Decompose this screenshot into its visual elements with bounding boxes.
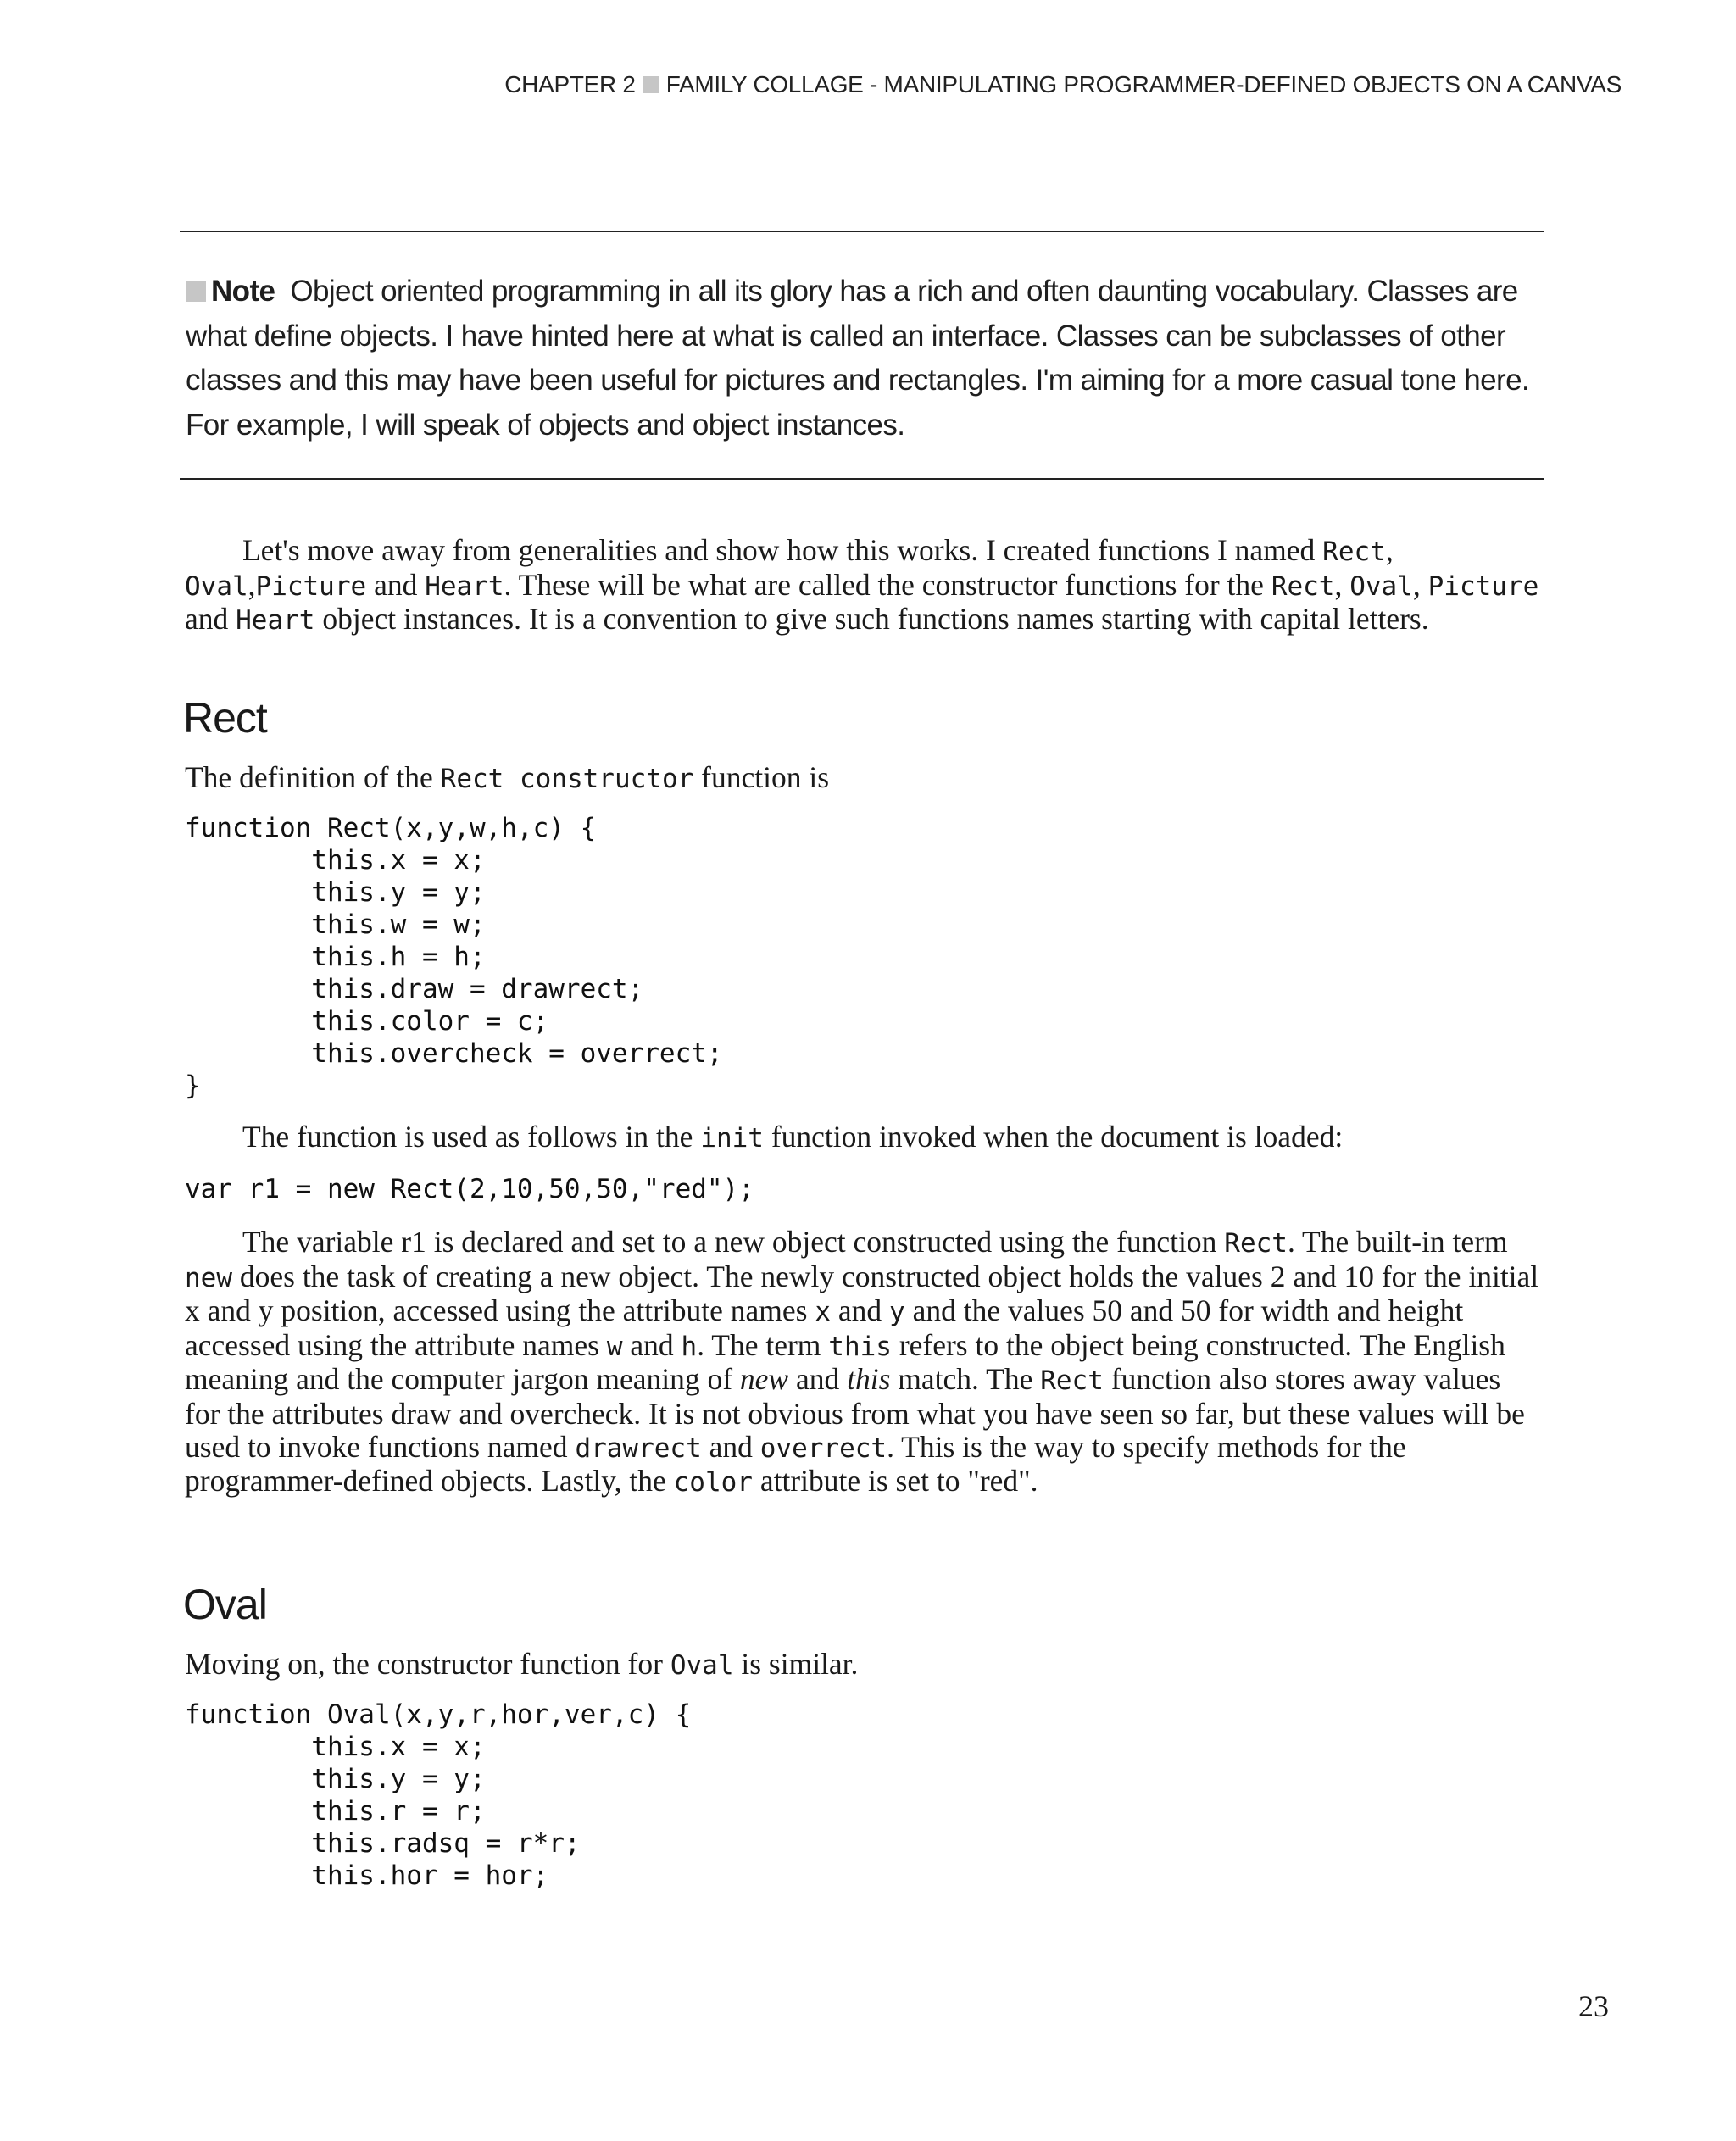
text-run: , — [1385, 533, 1394, 567]
note-box — [180, 231, 1544, 480]
text-run: , — [1334, 567, 1350, 602]
inline-code: x — [815, 1297, 832, 1328]
text-run: Let's move away from generalities and show how this works. I created functions I named — [242, 533, 1323, 567]
header-chapter: CHAPTER 2 — [504, 71, 636, 97]
text-run: , — [248, 567, 256, 602]
text-run: . This is the way to specify methods for the programmer-defined objects. Lastly, the — [185, 1429, 1406, 1499]
text-run: and — [701, 1429, 760, 1464]
page-number: 23 — [1578, 1989, 1609, 2023]
text-run: match. The — [890, 1362, 1041, 1397]
rect-definition-text — [185, 761, 1541, 796]
inline-code: Rect — [1040, 1365, 1104, 1397]
inline-code: Oval — [1349, 570, 1413, 602]
rect-usage-text — [185, 1121, 1541, 1155]
text-run: is similar. — [733, 1647, 859, 1681]
text-run: function is — [693, 760, 830, 794]
text-run: , — [1412, 567, 1428, 602]
italic-term: new — [739, 1362, 789, 1397]
text-run: attribute is set to "red". — [752, 1464, 1038, 1499]
section-heading-rect: Rect — [183, 694, 267, 742]
note-body: Object oriented programming in all its glory has a rich and often daunting vocabulary. Classes are what define objects. I have hinted here at what is called an interface. Classes can be subclasses of other classes and this may have been useful for pictures and rectangles. I'm aiming for a more casual tone here. For example, I will speak of objects and object instances. — [186, 275, 1530, 442]
text-run: . The built-in term — [1287, 1225, 1508, 1259]
text-run: refers to the object being constructed. The English meaning and the computer jargon meaning of — [185, 1327, 1505, 1397]
intro-paragraph — [185, 534, 1541, 637]
note-text — [186, 270, 1542, 448]
rect-explanation — [185, 1226, 1541, 1499]
inline-code: new — [185, 1262, 232, 1293]
text-run: Moving on, the constructor function for — [185, 1647, 670, 1681]
section-heading-oval: Oval — [183, 1581, 267, 1628]
text-run: and — [185, 602, 236, 637]
inline-code: Picture — [1427, 570, 1539, 602]
note-square-icon — [186, 281, 206, 302]
rect-usage-code: var r1 = new Rect(2,10,50,50,"red"); — [185, 1174, 754, 1204]
inline-code: y — [889, 1297, 905, 1328]
inline-code: w — [606, 1331, 623, 1362]
header-square-icon — [643, 76, 659, 93]
text-run: and the values 50 and 50 for width and height accessed using the attribute names — [185, 1293, 1464, 1362]
inline-code: Picture — [255, 570, 367, 602]
italic-term: this — [847, 1362, 891, 1397]
rect-code-block: function Rect(x,y,w,h,c) { this.x = x; this.y = y; this.w = w; this.h = h; this.draw = drawrect; this.color = c; this.overcheck = overrect; } — [185, 813, 723, 1101]
text-run: and — [366, 567, 426, 602]
text-run: and — [788, 1362, 848, 1397]
text-run: object instances. It is a convention to give such functions names starting with capital letters. — [314, 602, 1429, 637]
text-run: function also stores away values for the attributes draw and overcheck. It is not obvious from what you have seen so far, but these values will be used to invoke functions named — [185, 1362, 1525, 1464]
text-run: . These will be what are called the constructor functions for the — [504, 567, 1271, 602]
inline-code: overrect — [760, 1432, 887, 1464]
oval-intro-text — [185, 1648, 1541, 1682]
inline-code: Heart — [425, 570, 504, 602]
text-run: . The term — [697, 1327, 829, 1362]
header-title: FAMILY COLLAGE - MANIPULATING PROGRAMMER-DEFINED OBJECTS ON A CANVAS — [665, 71, 1622, 97]
inline-code: h — [681, 1331, 698, 1362]
text-run: The function is used as follows in the — [242, 1120, 701, 1154]
inline-code: Rect — [1322, 537, 1386, 567]
inline-code: drawrect — [575, 1432, 702, 1464]
inline-code: init — [700, 1123, 764, 1154]
inline-code: Rect — [1224, 1228, 1288, 1259]
text-run: and — [622, 1327, 682, 1362]
text-run: The variable r1 is declared and set to a new object constructed using the function — [242, 1225, 1225, 1259]
oval-code-block: function Oval(x,y,r,hor,ver,c) { this.x = x; this.y = y; this.r = r; this.radsq = r*r; this.hor = hor; — [185, 1699, 692, 1891]
inline-code: Heart — [236, 605, 315, 637]
text-run: The definition of the — [185, 760, 441, 794]
inline-code: Oval — [185, 570, 248, 602]
text-run: does the task of creating a new object. The newly constructed object holds the values 2 and 10 for the initial x and y position, accessed using the attribute names — [185, 1259, 1539, 1328]
inline-code: Rect constructor — [440, 764, 694, 794]
inline-code: this — [828, 1331, 892, 1362]
inline-code: Rect — [1271, 570, 1335, 602]
running-header — [504, 71, 1622, 98]
text-run: and — [831, 1293, 890, 1328]
text-run: function invoked when the document is loaded: — [763, 1120, 1344, 1154]
inline-code: Oval — [670, 1650, 734, 1681]
inline-code: color — [673, 1467, 753, 1499]
note-label: Note — [211, 275, 275, 308]
